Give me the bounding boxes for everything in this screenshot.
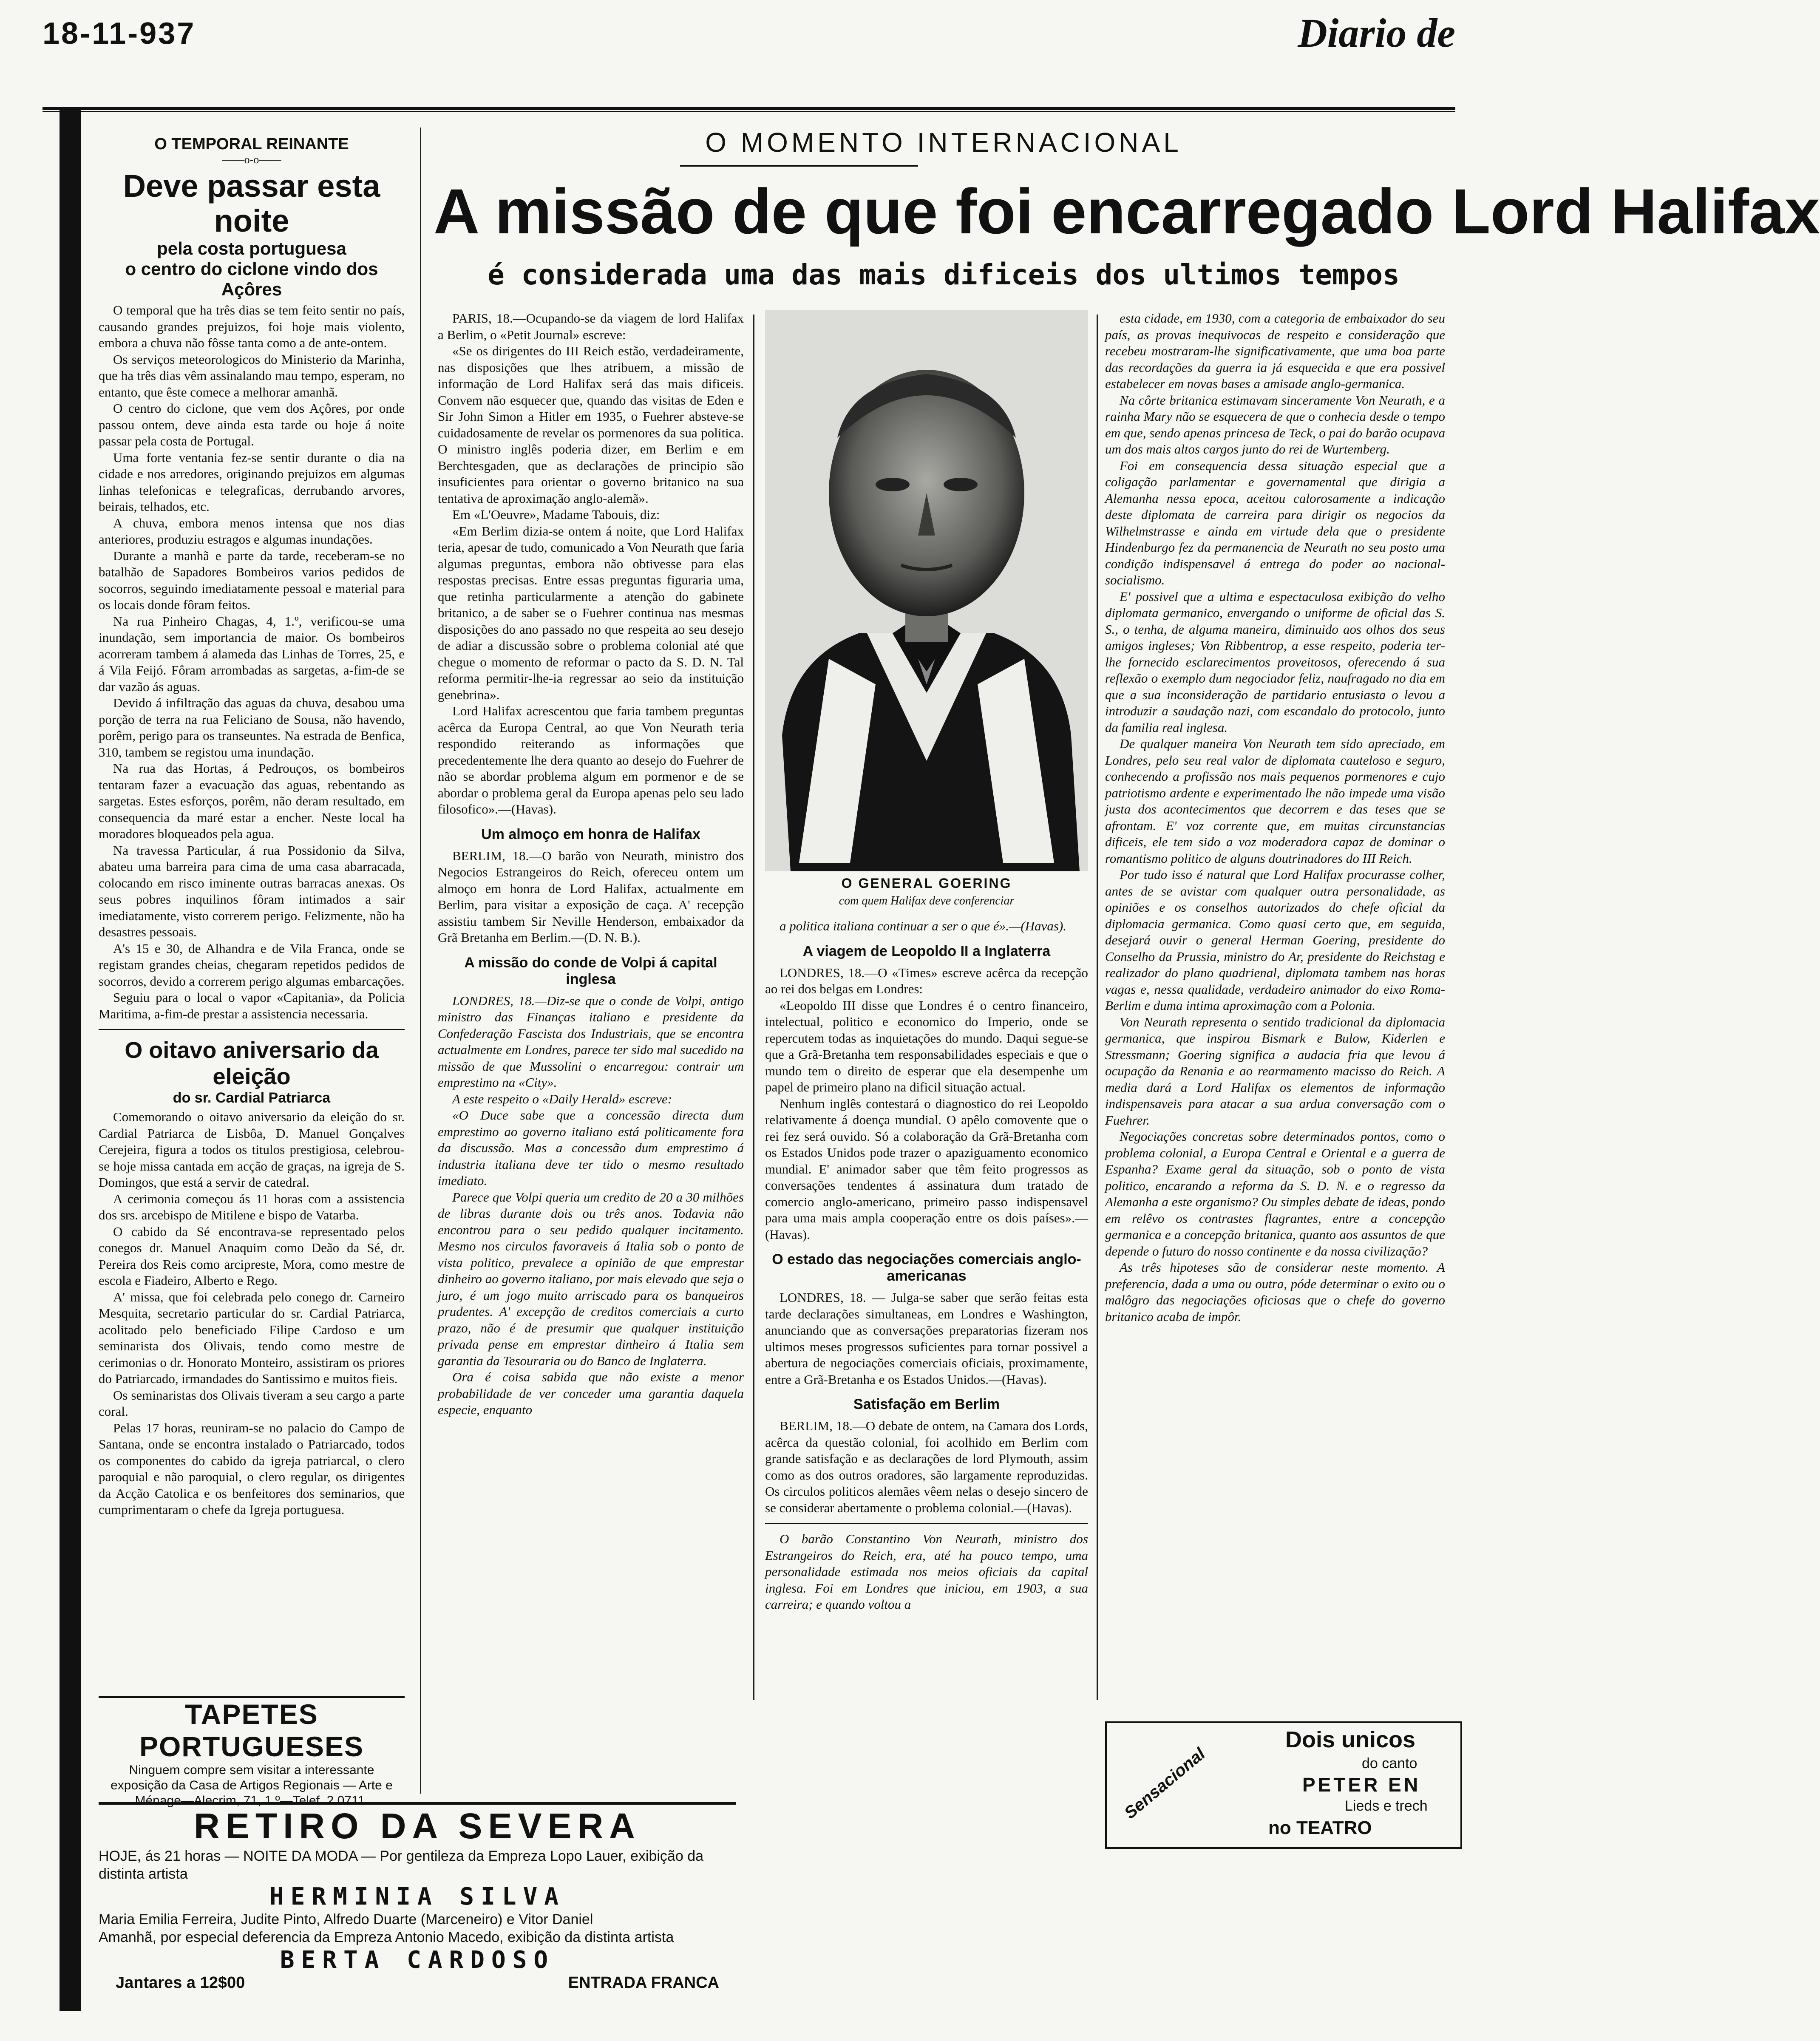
column-divider	[420, 128, 421, 1794]
ad-berta: BERTA CARDOSO	[280, 1946, 555, 1974]
paragraph: A chuva, embora menos intensa que nos dias anteriores, produziu estragos e algumas inundações.	[99, 515, 405, 547]
kicker-storm: O TEMPORAL REINANTE	[154, 135, 349, 153]
paragraph: Por tudo isso é natural que Lord Halifax procurasse colher, antes de se avistar com qualquer outra personalidade, as opiniões e os conselhos autorizados do chefe oficial da diplomacia germanica. Como quasi certo que, em seguida, desejará ouvir o general Herman Goering, presidente do Conselho da Prussia, ministro do Ar, presidente do Reichstag e realizador do plano quadrienal, diplomata tambem nas horas vagas e, nessa qualidade, verdadeiro animador do eixo Roma-Berlim e duma intima aproximação com a Polonia.	[1105, 867, 1445, 1013]
paragraph: O cabido da Sé encontrava-se representado pelos conegos dr. Manuel Anaquim como Deão da Sé, dr. Pereira dos Reis como arcipreste, Mora, como mestre de escola e Fiadeiro, Alberto e Rego.	[99, 1224, 405, 1288]
sub-berlin: Satisfação em Berlim	[853, 1396, 1000, 1412]
paragraph: «Leopoldo III disse que Londres é o centro financeiro, intelectual, politico e economico do Imperio, onde se repercutem todas as inquietações do mundo. Daqui segue-se que a Grã-Bretanha tem responsabilidades especiais e que o mundo tem o direito de esperar que ela desempenhe um papel de primeiro plano na dificil situação actual.	[765, 998, 1088, 1094]
paragraph: E' possivel que a ultima e espectaculosa exibição do velho diplomata germanico, envergando o uniforme de oficial das S. S., o tenha, de alguma maneira, diminuido aos olhos dos seus amigos ingleses; Von Ribbentrop, a esse respeito, poderia ter-lhe fornecido esclarecimentos proveitosos, oferecendo á sua reflexão o exemplo dum negociador feliz, naufragado no dia em que a sua inconsideração de partidario entusiasta o levou a introduzir a saudação nazi, com escandalo do protocolo, junto da familia real inglesa.	[1105, 589, 1445, 735]
paragraph: «Se os dirigentes do III Reich estão, verdadeiramente, nas disposições que lhes atribuem, a missão de informação de Lord Halifax será das mais dificeis. Convem não esquecer que, quando das visitas de Eden e Sir John Simon a Hitler em 1935, o Fuehrer absteve-se cuidadosamente de revelar os pormenores da sua politica. O ministro inglês poderia dizer, em Berlim e em Berchtesgaden, que as declarações de principio são insuficientes para orientar o governo britanico na sua tentativa de aproximação anglo-alemã».	[438, 343, 744, 506]
paragraph: Negociações concretas sobre determinados pontos, como o problema colonial, a Europa Central e Oriental e a guerra de Espanha? Exame geral da situação, sob o ponto de vista politico, encarando a reforma da S. D. N. e o regresso da Alemanha a este organismo? Ou simples debate de ideas, pondo em relêvo os contrastes flagrantes, entre a concepção germanica e a concepção britanica, quanto aos assuntos de que depende o futuro do nosso continente e da nossa civilização?	[1105, 1129, 1445, 1259]
photo-caption: O GENERAL GOERING	[841, 876, 1012, 891]
paragraph: A' missa, que foi celebrada pelo conego dr. Carneiro Mesquita, secretario particular do sr. Cardial Patriarca, acolitado pelo beneficiado Filipe Cardoso e um seminarista dos Olivais, tendo como mestre de cerimonias o dr. Honorato Monteiro, assistiram os priores do Patriarcado, irmandades do Santissimo e muitos fieis.	[99, 1289, 405, 1386]
cardinal-article	[99, 1109, 405, 1518]
headline-storm: Deve passar esta noite	[123, 168, 380, 238]
sub-trade: O estado das negociações comerciais anglo-americanas	[772, 1251, 1081, 1284]
paris-report	[438, 310, 744, 818]
goering-photo	[765, 310, 1088, 871]
page-date: 18-11-937	[43, 17, 196, 51]
paragraph: De qualquer maneira Von Neurath tem sido apreciado, em Londres, pelo seu real valor de diplomata cauteloso e seguro, conhecendo a profissão nos mais pequenos pormenores e cujo patriotismo ardente e experimentado lhe não impede uma visão justa dos acontecimentos que decorrem e das teses que se afrontam. E' voz corrente que, em muitas circunstancias dificeis, ele tem sido a voz moderadora capaz de dominar o romantismo politico de alguns doutrinadores do III Reich.	[1105, 736, 1445, 866]
ad-retiro-line3: Amanhã, por especial deferencia da Empreza Antonio Macedo, exibição da distinta artista	[99, 1929, 674, 1945]
berlin-text: BERLIM, 18.—O debate de ontem, na Camara dos Lords, acêrca da questão colonial, foi acolhido em Berlim com grande satisfação e as declarações de lord Plymouth, assim como as dos outros oradores, são largamente reproduzidas. Os circulos politicos alemães vêem nelas o desejo sincero de se considerar abertamente o problema colonial.—(Havas).	[765, 1418, 1088, 1515]
volpi-report	[438, 993, 744, 1418]
ad-tapetes	[99, 1696, 405, 1808]
neurath-intro: O barão Constantino Von Neurath, ministro dos Estrangeiros do Reich, era, até ha pouco tempo, uma personalidade estimada nos meios oficiais da capital inglesa. Foi em Londres que iniciou, em 1903, a sua carreira; e quando voltou a	[765, 1531, 1088, 1612]
trade-text: LONDRES, 18. — Julga-se saber que serão feitas esta tarde declarações simultaneas, em Londres e Washington, anunciando que as conversações preparatorias fizeram nos ultimos meses progressos suficientes para tornar possivel a abertura de negociações comerciais oficiais, proximamente, entre a Grã-Bretanha e os Estados Unidos.—(Havas).	[765, 1290, 1088, 1387]
sub-lunch: Um almoço em honra de Halifax	[481, 826, 700, 842]
ad-peter	[1105, 1721, 1462, 1849]
paragraph: esta cidade, em 1930, com a categoria de embaixador do seu país, as provas inequivocas de respeito e consideração que recebeu mostraram-lhe significativamente, que uma boa parte das recordações da guerra ia já esquecida e que era possivel estabelecer em novas bases a amisade anglo-germanica.	[1105, 311, 1445, 391]
paragraph: Lord Halifax acrescentou que faria tambem preguntas acêrca da Europa Central, ao que Von Neurath teria respondido reiterando as informações que precedentemente lhe dera quanto ao desejo do Fuehrer de não se abordar problema algum em pormenor e de se abordar o problema geral da Europa apenas pelo seu lado filosofico».—(Havas).	[438, 703, 744, 816]
ad-entrada: ENTRADA FRANCA	[568, 1974, 719, 1992]
paragraph: «Em Berlim dizia-se ontem á noite, que Lord Halifax teria, apesar de tudo, comunicado a Von Neurath que faria algumas preguntas, embora não obtivesse para elas respostas precisas. Entre essas preguntas figuraria uma, que retinha particularmente a atenção do gabinete britanico, a de saber se o Fuehrer continua nas mesmas disposições do ano passado no que respeita ao seu desejo de adiar a discussão sobre o problema colonial até que chegue o momento de reformar o pacto da S. D. N. Tal reforma permitir-lhe-ia regressar ao seio da instituição genebrina».	[438, 523, 744, 702]
ad-retiro	[99, 1802, 736, 2006]
leopold-report	[765, 965, 1088, 1243]
paragraph: O temporal que ha três dias se tem feito sentir no país, causando grandes prejuizos, foi hoje mais violento, embora a chuva não fôsse tanta como a de ante-ontem.	[99, 303, 405, 350]
paragraph: As três hipoteses são de considerar neste momento. A preferencia, dada a uma ou outra, póde determinar o exito ou o malôgro das negociações oficiosas que o chefe do governo britanico acaba de impôr.	[1105, 1260, 1445, 1324]
ad-retiro-line1: HOJE, ás 21 horas — NOITE DA MODA — Por gentileza da Empreza Lopo Lauer, exibição da distinta artista	[99, 1848, 704, 1882]
paragraph: Seguiu para o local o vapor «Capitania», da Policia Maritima, a-fim-de prestar a assistencia necessaria.	[99, 990, 405, 1021]
ad-tapetes-title: TAPETES PORTUGUESES	[139, 1698, 364, 1762]
ad-peter-name: PETER EN	[1302, 1774, 1421, 1796]
ad-teatro: no TEATRO	[1268, 1817, 1372, 1838]
paragraph: A cerimonia começou ás 11 horas com a assistencia dos srs. arcebispo de Mitilene e bispo de Vatarba.	[99, 1191, 405, 1222]
top-rule	[43, 107, 1455, 112]
paragraph: LONDRES, 18.—Diz-se que o conde de Volpi, antigo ministro das Finanças italiano e presidente da Confederação Fascista dos Industriais, que se encontra actualmente em Londres, parece ter sido mal sucedido na missão de que Mussolini o encarregou: contrair um emprestimo na «City».	[438, 993, 744, 1090]
paragraph: Nenhum inglês contestará o diagnostico do rei Leopoldo relativamente á doença mundial. O apêlo comovente que o rei fez será ouvido. Só a colaboração da Grã-Bretanha com os Estados Unidos pode trazer o apaziguamento economico mundial. E' animador saber que têm feito progressos as conversações tendentes á assinatura dum tratado de comercio anglo-americano, primeiro passo indispensavel para uma mais ampla cooperação entre os dois países».—(Havas).	[765, 1096, 1088, 1242]
masthead: Diario de	[1298, 10, 1455, 56]
paragraph: Foi em consequencia dessa situação especial que a coligação parlamentar e governamental que dirigia a Alemanha nessa epoca, aceitou calorosamente a indicação deste diplomata de carreira para dirigir os negocios da Wilhelmstrasse e ainda em virtude dela que o presidente Hindenburgo fez da permanencia de Neurath no seu posto uma condição indispensavel á entrega do poder ao nacional-socialismo.	[1105, 458, 1445, 587]
ad-retiro-line2: Maria Emilia Ferreira, Judite Pinto, Alfredo Duarte (Marceneiro) e Vitor Daniel	[99, 1911, 593, 1928]
kicker-rule	[680, 165, 918, 167]
paragraph: LONDRES, 18.—O «Times» escreve acêrca da recepção ao rei dos belgas em Londres:	[765, 965, 1088, 996]
paragraph: O centro do ciclone, que vem dos Açôres, por onde passou ontem, deve ainda esta tarde ou hoje á noite passar pela costa de Portugal.	[99, 401, 405, 448]
paragraph: Na rua Pinheiro Chagas, 4, 1.º, verificou-se uma inundação, sem importancia de maior. Os bombeiros acorreram tambem á alameda das Linhas de Torres, 25, e á Vila Feijó. Fôram arrombadas as sargetas, a-fim-de se dar vazão ás aguas.	[99, 613, 405, 694]
column-divider-2	[753, 315, 754, 1700]
subhead-storm-2: o centro do ciclone vindo dos Açôres	[125, 259, 378, 299]
paragraph: PARIS, 18.—Ocupando-se da viagem de lord Halifax a Berlim, o «Petit Journal» escreve:	[438, 311, 744, 342]
ad-tapetes-text: Ninguem compre sem visitar a interessante exposição da Casa de Artigos Regionais — Arte e Ménage—Alecrim, 71, 1.º—Telef. 2 0711.	[111, 1763, 393, 1808]
paragraph: Na rua das Hortas, á Pedrouços, os bombeiros tentaram fazer a evacuação das aguas, rebentando as sargetas. Estes esforços, porêm, não deram resultado, em consequencia da maré estar a encher. Neste local ha moradores bloqueados pela agua.	[99, 761, 405, 841]
sub-leopold: A viagem de Leopoldo II a Inglaterra	[802, 943, 1051, 959]
ad-retiro-title: RETIRO DA SEVERA	[194, 1806, 641, 1846]
paragraph: Comemorando o oitavo aniversario da eleição do sr. Cardial Patriarca de Lisbôa, D. Manuel Gonçalves Cerejeira, figura a todos os titulos prestigiosa, celebrou-se hoje missa cantada em acção de graças, na igreja de S. Domingos, que está a servir de catedral.	[99, 1109, 405, 1190]
column-divider-3	[1097, 315, 1098, 1700]
paragraph: Pelas 17 horas, reuniram-se no palacio do Campo de Santana, onde se encontra instalado o Patriarcado, todos os componentes do cabido da igreja patriarcal, o clero paroquial e não paroquial, o clero regular, os dirigentes da Acção Catolica e os benfeitores dos seminarios, que cumprimentaram o chefe da Igreja portuguesa.	[99, 1420, 405, 1517]
paragraph: Os serviços meteorologicos do Ministerio da Marinha, que ha três dias vêm assinalando mau tempo, esperam, no entanto, que êste comece a melhorar amanhã.	[99, 352, 405, 400]
ad-herminia: HERMINIA SILVA	[269, 1883, 565, 1911]
paragraph: Ora é coisa sabida que não existe a menor probabilidade de ver conceder uma garantia daquela especie, enquanto	[438, 1369, 744, 1417]
paragraph: Devido á infiltração das aguas da chuva, desabou uma porção de terra na rua Feliciano de Sousa, não havendo, porêm, perigo para os transeuntes. Na estrada de Benfica, 310, tambem se registou uma inundação.	[99, 695, 405, 760]
sub-volpi: A missão do conde de Volpi á capital inglesa	[464, 954, 717, 987]
photo-subcaption: com quem Halifax deve conferenciar	[839, 894, 1015, 907]
paragraph: Os seminaristas dos Olivais tiveram a seu cargo a parte coral.	[99, 1387, 405, 1419]
headline-cardinal: O oitavo aniversario da eleição	[125, 1038, 379, 1089]
paragraph: A este respeito o «Daily Herald» escreve:	[452, 1091, 672, 1106]
volpi-end: a politica italiana continuar a ser o que é».—(Havas).	[780, 918, 1067, 933]
storm-article	[99, 302, 405, 1022]
subhead-cardinal: do sr. Cardial Patriarca	[173, 1090, 331, 1106]
main-headline: A missão de que foi encarregado Lord Halifax	[434, 176, 1820, 247]
paragraph: Na travessa Particular, á rua Possidonio da Silva, abateu uma barreira para cima de uma casa abarracada, colocando em risco iminente outras barracas anexas. Os seus pobres inquilinos fôram intimados a sair imediatamente, visto correrem perigo. Felizmente, não ha desastres pessoais.	[99, 842, 405, 939]
paragraph: Parece que Volpi queria um credito de 20 a 30 milhões de libras durante dois ou três anos. Todavia não encontrou para o seu pedido qualquer incitamento. Mesmo nos circulos favoraveis á Italia sob o ponto de vista politico, prevalece a opinião de que emprestar dinheiro ao governo italiano, por mais elevado que seja o juro, é um jogo muito arriscado para os banqueiros prudentes. A' excepção de creditos comerciais a curto prazo, não é de presumir que qualquer instituição privada pense em emprestar dinheiro á Italia sem garantia da Tesouraria ou do Banco de Inglaterra.	[438, 1189, 744, 1368]
paragraph: Na côrte britanica estimavam sinceramente Von Neurath, e a rainha Mary não se esquecera de que o conhecia desde o tempo em que, sendo apenas princesa de Teck, o pai do barão ocupava um dos mais altos cargos junto do rei de Wurtemberg.	[1105, 392, 1445, 456]
lunch-text: BERLIM, 18.—O barão von Neurath, ministro dos Negocios Estrangeiros do Reich, ofereceu ontem um almoço em honra de Lord Halifax, actualmente em Berlim, para visitar a exposição de caça. A' recepção assistiu tambem Sir Neville Henderson, embaixador da Grã Bretanha em Berlim.—(D. N. B.).	[438, 848, 744, 945]
main-column-1	[438, 310, 744, 1687]
paragraph: A's 15 e 30, de Alhandra e de Vila Franca, onde se registam grandes cheias, chegaram repetidos pedidos de socorros, devido a correrem perigo algumas embarcações.	[99, 941, 405, 989]
paragraph: Uma forte ventania fez-se sentir durante o dia na cidade e nos arredores, originando prejuizos em algumas linhas telefonicas e telegraficas, derrubando arvores, beirais, telhados, etc.	[99, 450, 405, 514]
separator: ——o-o——	[222, 153, 281, 166]
paragraph: Von Neurath representa o sentido tradicional da diplomacia germanica, que inspirou Bismark e Bulow, Kiderlen e Stressmann; Goering significa a audacia fria que levou á ocupação da Renania e ao rearmamento macisso do Reich. A media dará a Lord Halifax os elementos de informação indispensaveis para atacar a sua ardua conversação com o Fuehrer.	[1105, 1014, 1445, 1128]
main-column-3	[1105, 310, 1445, 1683]
left-margin-bar	[60, 107, 81, 2011]
ad-lieds: Lieds e trech	[1345, 1798, 1428, 1814]
section-kicker: O MOMENTO INTERNACIONAL	[705, 127, 1182, 158]
neurath-article	[1105, 310, 1445, 1325]
subhead-storm-1: pela costa portuguesa	[157, 238, 346, 258]
paragraph: Durante a manhã e parte da tarde, receberam-se no batalhão de Sapadores Bombeiros varios pedidos de socorros, seguindo imediatamente pessoal e material para os locais donde fôram feitos.	[99, 548, 405, 612]
ad-sensacional: Sensacional	[1120, 1744, 1209, 1823]
paragraph: «O Duce sabe que a concessão directa dum emprestimo ao governo italiano está politicamente fora da discussão. Mas a concessão dum emprestimo á industria italiana deve ter tido o mesmo resultado imediato.	[438, 1108, 744, 1188]
ad-jantares: Jantares a 12$00	[116, 1974, 245, 1992]
main-deck: é considerada uma das mais dificeis dos ultimos tempos	[488, 258, 1400, 291]
left-column	[99, 135, 405, 1691]
main-column-2	[765, 918, 1088, 1700]
ad-dois-unicos: Dois unicos	[1285, 1727, 1416, 1752]
ad-do-canto: do canto	[1362, 1755, 1417, 1772]
paragraph: Em «L'Oeuvre», Madame Tabouis, diz:	[452, 507, 660, 522]
